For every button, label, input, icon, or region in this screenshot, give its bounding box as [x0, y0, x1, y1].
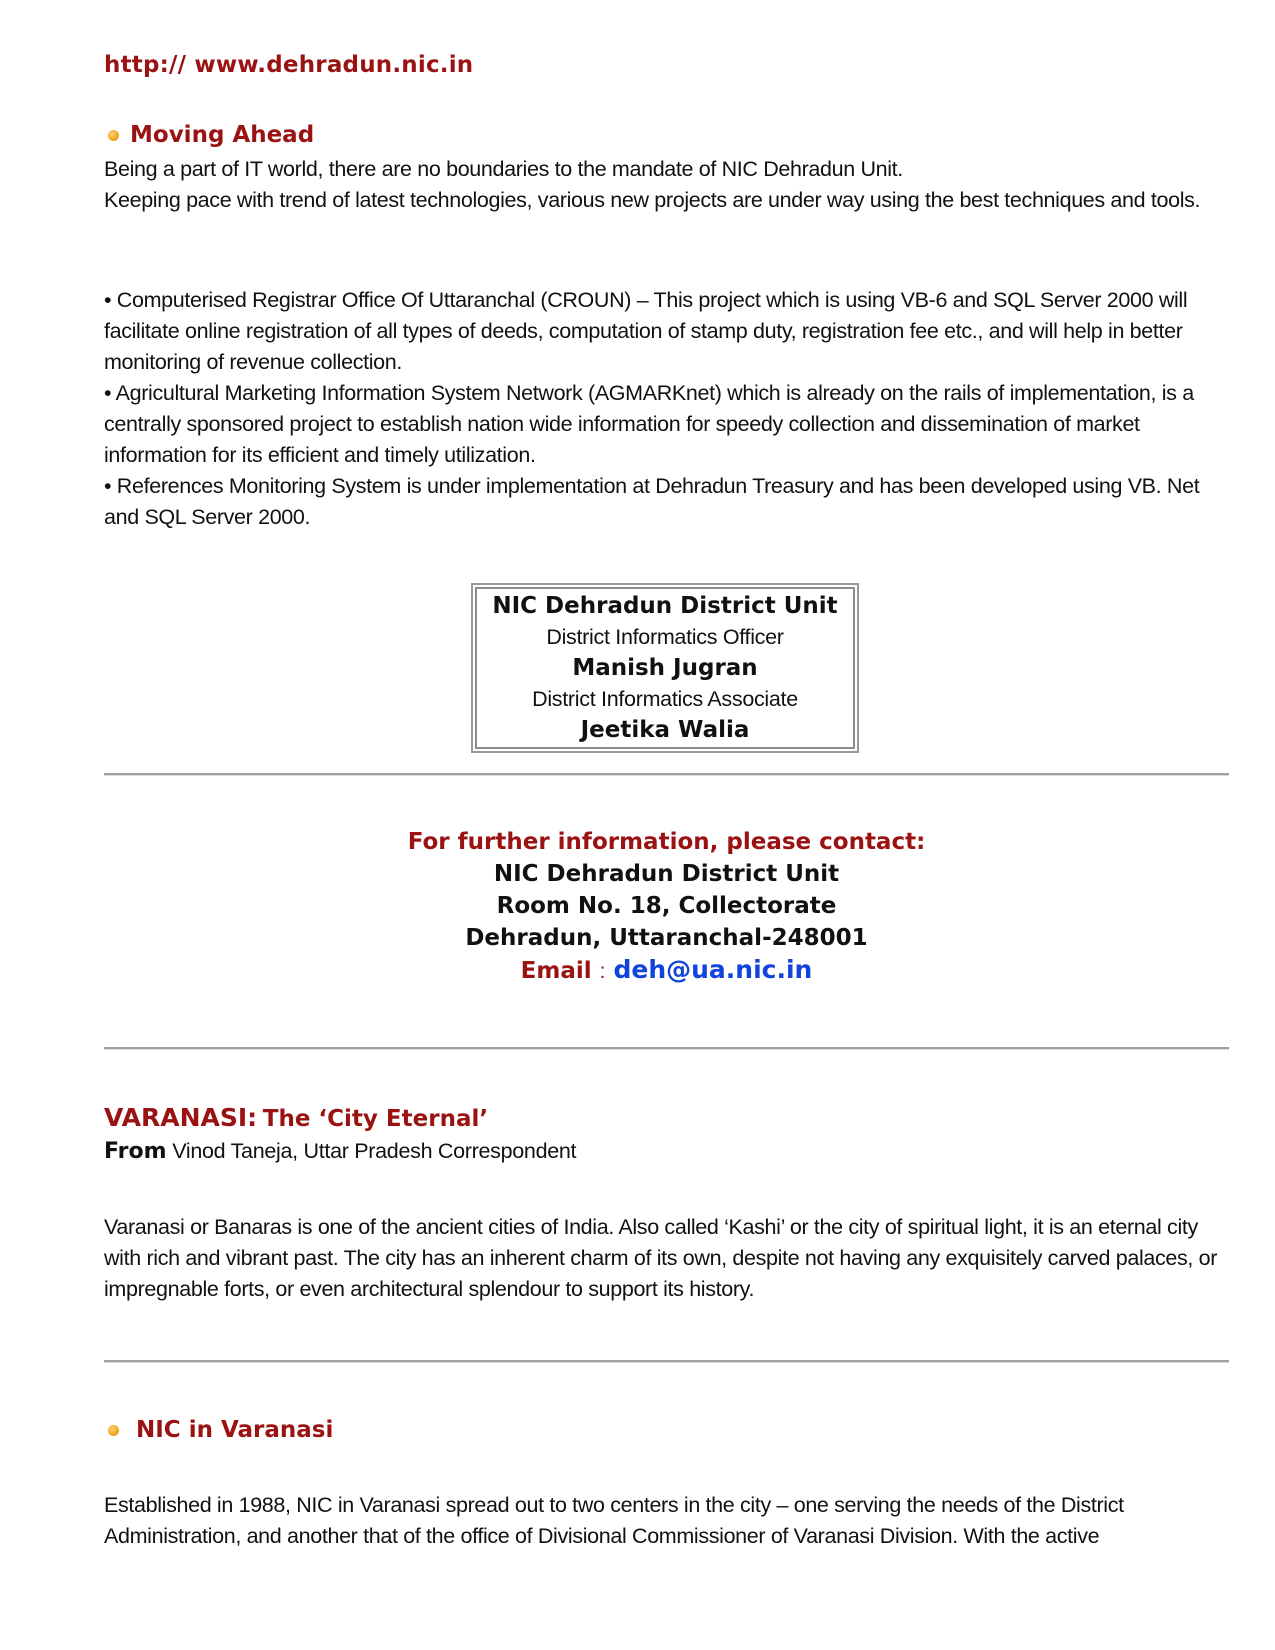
email-separator: : — [599, 960, 606, 983]
projects-list — [104, 285, 1229, 533]
varanasi-title — [104, 1103, 488, 1132]
intro-paragraph: Being a part of IT world, there are no boundaries to the mandate of NIC Dehradun Unit. — [104, 157, 903, 181]
moving-ahead-title: Moving Ahead — [130, 122, 315, 148]
moving-ahead-intro — [104, 154, 1229, 216]
varanasi-intro-paragraph: Varanasi or Banaras is one of the ancient cities of India. Also called ‘Kashi’ or the city of spiritual light, it is an eternal city with rich and vibrant past. The city has an inherent charm of its own, despite not having any exquisitely carved palaces, or impregnable forts, or even architectural splendour to support its history. — [104, 1215, 1218, 1301]
varanasi-title-main: VARANASI: — [104, 1103, 258, 1132]
project-item: • Agricultural Marketing Information System Network (AGMARKnet) which is already on the rails of implementation, is a centrally sponsored project to establish nation wide information for speedy collection and dissemination of market information for its efficient and timely utilization. — [104, 381, 1194, 467]
associate-role: District Informatics Associate — [532, 687, 798, 711]
divider — [104, 773, 1229, 776]
varanasi-title-sub: The ‘City Eternal’ — [262, 1106, 489, 1132]
email-link[interactable]: deh@ua.nic.in — [613, 955, 813, 984]
byline-author: Vinod Taneja, Uttar Pradesh Correspondent — [172, 1139, 577, 1163]
contact-block — [104, 826, 1229, 988]
orange-bullet-icon — [108, 1425, 119, 1436]
orange-bullet-icon — [108, 130, 119, 141]
varanasi-intro — [104, 1212, 1229, 1305]
byline-label: From — [104, 1139, 167, 1164]
nic-varanasi-title: NIC in Varanasi — [136, 1417, 334, 1443]
intro-paragraph: Keeping pace with trend of latest technologies, various new projects are under way using the best techniques and tools. — [104, 188, 1201, 212]
project-item: • References Monitoring System is under implementation at Dehradun Treasury and has been developed using VB. Net and SQL Server 2000. — [104, 474, 1200, 529]
moving-ahead-heading — [104, 122, 314, 148]
officer-name: Manish Jugran — [572, 655, 758, 681]
byline — [104, 1139, 576, 1164]
contact-room: Room No. 18, Collectorate — [496, 893, 837, 919]
contact-heading: For further information, please contact: — [407, 829, 926, 855]
unit-name: NIC Dehradun District Unit — [492, 593, 838, 619]
divider — [104, 1360, 1229, 1363]
nic-varanasi-paragraph: Established in 1988, NIC in Varanasi spread out to two centers in the city – one serving the needs of the District Administration, and another that of the office of Divisional Commissioner of Varanasi Division. With the active — [104, 1493, 1124, 1548]
unit-info-box — [471, 583, 859, 753]
project-item: • Computerised Registrar Office Of Uttaranchal (CROUN) – This project which is using VB-6 and SQL Server 2000 will facilitate online registration of all types of deeds, computation of stamp duty, registration fee etc., and will help in better monitoring of revenue collection. — [104, 288, 1188, 374]
site-url-link[interactable]: http:// www.dehradun.nic.in — [104, 52, 474, 78]
nic-varanasi-body — [104, 1490, 1229, 1552]
email-label: Email — [520, 958, 592, 984]
nic-varanasi-heading — [104, 1417, 333, 1443]
contact-email-row — [104, 954, 1229, 988]
officer-role: District Informatics Officer — [546, 625, 784, 649]
contact-unit: NIC Dehradun District Unit — [493, 861, 840, 887]
associate-name: Jeetika Walia — [580, 717, 750, 743]
contact-city: Dehradun, Uttaranchal-248001 — [465, 925, 868, 951]
divider — [104, 1047, 1229, 1050]
